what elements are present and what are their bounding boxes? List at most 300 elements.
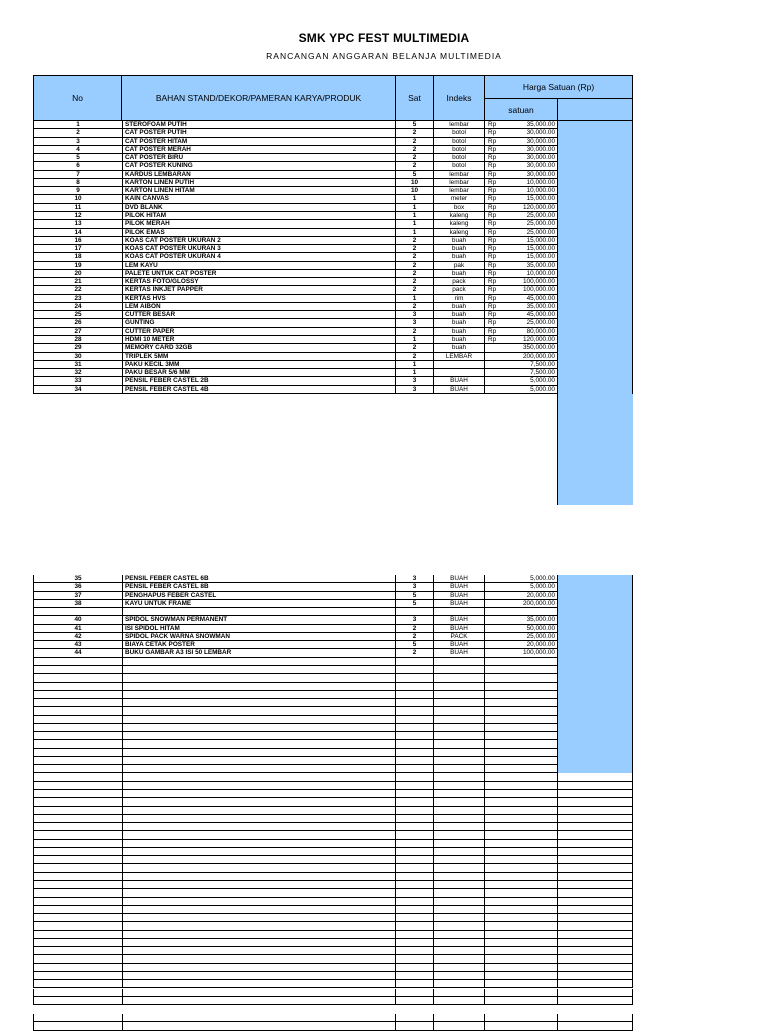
row-number: 14 (33, 229, 122, 237)
row-blank-cell (557, 121, 633, 129)
item-name (122, 1014, 395, 1022)
item-unit-price (484, 906, 557, 914)
item-unit (433, 782, 484, 790)
price-value: 35,000.00 (526, 261, 555, 269)
price-value: 15,000.00 (526, 236, 555, 244)
item-quantity: 3 (395, 311, 433, 319)
item-quantity (395, 749, 433, 757)
row-blank-cell (557, 641, 633, 649)
row-number (33, 914, 122, 922)
table-row (33, 344, 633, 352)
row-number: 43 (33, 641, 122, 649)
item-name (122, 955, 395, 963)
item-unit-price (484, 716, 557, 724)
row-blank-cell (557, 972, 633, 980)
item-quantity: 1 (395, 220, 433, 228)
row-blank-cell (557, 162, 633, 170)
currency-label: Rp (488, 162, 497, 170)
price-value: 35,000.00 (526, 616, 555, 624)
row-number (33, 980, 122, 988)
item-quantity: 1 (395, 336, 433, 344)
currency-label: Rp (488, 220, 497, 228)
row-blank-cell (557, 204, 633, 212)
price-value: 30,000.00 (526, 170, 555, 178)
row-number (33, 666, 122, 674)
item-name (122, 790, 395, 798)
item-name: MEMORY CARD 32GB (122, 344, 395, 352)
table-row (33, 856, 633, 864)
row-number: 36 (33, 583, 122, 591)
item-name: SPIDOL PACK WARNA SNOWMAN (122, 633, 395, 641)
item-quantity: 1 (395, 195, 433, 203)
row-number: 8 (33, 179, 122, 187)
table-row (33, 154, 633, 162)
budget-table-part-1 (33, 121, 633, 505)
item-quantity: 5 (395, 600, 433, 608)
item-quantity: 2 (395, 253, 433, 261)
table-row (33, 625, 633, 633)
row-blank-cell (557, 699, 633, 707)
item-unit: lembar (433, 171, 484, 179)
item-unit (433, 889, 484, 897)
table-row (33, 229, 633, 237)
table-row (33, 773, 633, 781)
row-number (33, 989, 122, 997)
item-unit-price (484, 171, 557, 179)
item-unit-price (484, 204, 557, 212)
table-row (33, 649, 633, 657)
item-unit-price (484, 253, 557, 261)
row-number (33, 674, 122, 682)
price-value: 25,000.00 (526, 211, 555, 219)
item-quantity (395, 815, 433, 823)
row-blank-cell (557, 914, 633, 922)
item-unit: buah (433, 245, 484, 253)
item-quantity (395, 955, 433, 963)
table-header (33, 75, 633, 121)
item-unit: lembar (433, 187, 484, 195)
item-unit: pack (433, 278, 484, 286)
price-value: 5,000.00 (530, 583, 555, 591)
item-unit-price (484, 972, 557, 980)
row-number: 41 (33, 625, 122, 633)
currency-label: Rp (488, 154, 497, 162)
item-name (122, 683, 395, 691)
item-name (122, 840, 395, 848)
item-unit-price (484, 683, 557, 691)
row-number (33, 864, 122, 872)
row-number (33, 658, 122, 666)
item-name (122, 864, 395, 872)
item-unit (433, 955, 484, 963)
row-number: 22 (33, 286, 122, 294)
price-value: 5,000.00 (530, 575, 555, 582)
item-unit-price (484, 344, 557, 352)
item-unit (433, 856, 484, 864)
currency-label: Rp (488, 137, 497, 145)
item-unit-price (484, 864, 557, 872)
item-unit (433, 898, 484, 906)
row-blank-cell (557, 245, 633, 253)
item-quantity: 2 (395, 649, 433, 657)
item-quantity: 10 (395, 179, 433, 187)
row-blank-cell (557, 815, 633, 823)
item-unit: buah (433, 311, 484, 319)
row-number: 12 (33, 212, 122, 220)
row-number: 1 (33, 121, 122, 129)
row-blank-cell (557, 707, 633, 715)
item-name (122, 823, 395, 831)
row-number: 13 (33, 220, 122, 228)
item-unit-price (484, 212, 557, 220)
item-quantity (395, 898, 433, 906)
currency-label: Rp (488, 178, 497, 186)
item-quantity: 5 (395, 592, 433, 600)
table-row (33, 121, 633, 129)
header-satuan: satuan (484, 98, 558, 121)
item-quantity (395, 823, 433, 831)
price-value: 30,000.00 (526, 145, 555, 153)
table-row (33, 889, 633, 897)
item-unit: PACK (433, 633, 484, 641)
item-unit (433, 972, 484, 980)
row-number (33, 790, 122, 798)
item-unit-price (484, 1014, 557, 1022)
item-quantity (395, 740, 433, 748)
item-unit: botol (433, 138, 484, 146)
row-number: 35 (33, 575, 122, 583)
row-number (33, 683, 122, 691)
row-number: 17 (33, 245, 122, 253)
row-number (33, 807, 122, 815)
row-blank-cell (557, 344, 633, 352)
row-blank-cell (557, 278, 633, 286)
table-row (33, 848, 633, 856)
currency-label: Rp (488, 327, 497, 335)
item-unit (433, 707, 484, 715)
row-blank-cell (557, 575, 633, 583)
item-unit-price (484, 815, 557, 823)
row-blank-cell (557, 129, 633, 137)
item-unit-price (484, 278, 557, 286)
item-name: PILOK EMAS (122, 229, 395, 237)
item-unit (433, 1014, 484, 1022)
row-number (33, 873, 122, 881)
row-blank-cell (557, 336, 633, 344)
item-name (122, 807, 395, 815)
row-blank-cell (557, 980, 633, 988)
item-name: LEM AIBON (122, 303, 395, 311)
item-name (122, 997, 395, 1005)
table-row (33, 914, 633, 922)
row-blank-cell (557, 600, 633, 608)
item-name: KOAS CAT POSTER UKURAN 3 (122, 245, 395, 253)
row-blank-cell (557, 947, 633, 955)
item-unit-price (484, 765, 557, 773)
item-unit (433, 740, 484, 748)
item-quantity: 2 (395, 154, 433, 162)
row-number: 20 (33, 270, 122, 278)
currency-label: Rp (488, 170, 497, 178)
price-value: 25,000.00 (526, 319, 555, 327)
item-unit: kaleng (433, 220, 484, 228)
row-number (33, 757, 122, 765)
currency-label: Rp (488, 294, 497, 302)
item-name (122, 906, 395, 914)
row-blank-cell (557, 807, 633, 815)
item-quantity (395, 674, 433, 682)
item-quantity: 2 (395, 633, 433, 641)
row-number (33, 939, 122, 947)
item-quantity: 2 (395, 344, 433, 352)
item-quantity (395, 864, 433, 872)
row-blank-cell (557, 179, 633, 187)
currency-label: Rp (488, 286, 497, 294)
price-value: 15,000.00 (526, 195, 555, 203)
item-unit-price (484, 129, 557, 137)
item-name: KARTON LINEN PUTIH (122, 179, 395, 187)
item-unit-price (484, 989, 557, 997)
price-value: 30,000.00 (526, 154, 555, 162)
table-row (33, 253, 633, 261)
table-row (33, 311, 633, 319)
row-number (33, 947, 122, 955)
row-number: 32 (33, 369, 122, 377)
table-row (33, 195, 633, 203)
row-number (33, 972, 122, 980)
item-name: BIAYA CETAK POSTER (122, 641, 395, 649)
table-row (33, 641, 633, 649)
item-unit: meter (433, 195, 484, 203)
row-blank-cell (557, 270, 633, 278)
item-unit (433, 757, 484, 765)
item-name (122, 666, 395, 674)
price-value: 15,000.00 (526, 253, 555, 261)
item-name: DVD BLANK (122, 204, 395, 212)
item-name (122, 856, 395, 864)
item-unit (433, 749, 484, 757)
document-subtitle: RANCANGAN ANGGARAN BELANJA MULTIMEDIA (266, 51, 502, 61)
table-row (33, 724, 633, 732)
row-number (33, 964, 122, 972)
header-item-name: BAHAN STAND/DEKOR/PAMERAN KARYA/PRODUK (121, 75, 396, 121)
row-blank-cell (557, 328, 633, 336)
row-blank-cell (557, 906, 633, 914)
row-blank-cell (557, 666, 633, 674)
item-name: CUTTER PAPER (122, 328, 395, 336)
item-name: LEM KAYU (122, 262, 395, 270)
item-unit (433, 790, 484, 798)
item-unit: pack (433, 286, 484, 294)
item-name (122, 914, 395, 922)
item-name: KAYU UNTUK FRAME (122, 600, 395, 608)
item-quantity: 2 (395, 625, 433, 633)
item-unit (433, 724, 484, 732)
row-number: 5 (33, 154, 122, 162)
item-quantity (395, 914, 433, 922)
item-unit-price (484, 997, 557, 1005)
item-unit: BUAH (433, 625, 484, 633)
table-row (33, 955, 633, 963)
item-unit-price (484, 740, 557, 748)
item-unit-price (484, 898, 557, 906)
row-number: 29 (33, 344, 122, 352)
item-unit-price (484, 641, 557, 649)
item-unit-price (484, 245, 557, 253)
item-unit-price (484, 328, 557, 336)
item-unit (433, 798, 484, 806)
item-unit-price (484, 295, 557, 303)
item-name: BUKU GAMBAR A3 ISI 50 LEMBAR (122, 649, 395, 657)
row-number: 18 (33, 253, 122, 261)
table-row (33, 303, 633, 311)
row-blank-cell (557, 187, 633, 195)
item-unit-price (484, 154, 557, 162)
currency-label: Rp (488, 121, 497, 128)
table-row (33, 319, 633, 327)
row-number: 25 (33, 311, 122, 319)
item-quantity (395, 782, 433, 790)
row-blank-cell (557, 856, 633, 864)
item-quantity: 2 (395, 129, 433, 137)
currency-label: Rp (488, 187, 497, 195)
row-number (33, 831, 122, 839)
row-number: 9 (33, 187, 122, 195)
price-value: 7,500.00 (530, 360, 555, 368)
table-row (33, 600, 633, 608)
row-blank-cell (557, 873, 633, 881)
table-row (33, 831, 633, 839)
item-name: KARDUS LEMBARAN (122, 171, 395, 179)
row-number: 19 (33, 262, 122, 270)
table-row (33, 377, 633, 385)
item-unit: buah (433, 328, 484, 336)
table-row (33, 336, 633, 344)
item-name (122, 608, 395, 616)
item-name (122, 931, 395, 939)
item-quantity: 1 (395, 212, 433, 220)
item-unit (433, 873, 484, 881)
item-unit: BUAH (433, 575, 484, 583)
item-unit-price (484, 699, 557, 707)
table-row (33, 212, 633, 220)
row-number: 37 (33, 592, 122, 600)
table-row (33, 881, 633, 889)
currency-label: Rp (488, 145, 497, 153)
row-blank-cell (557, 724, 633, 732)
table-row (33, 608, 633, 616)
item-quantity (395, 972, 433, 980)
item-unit-price (484, 724, 557, 732)
item-name (122, 873, 395, 881)
item-quantity: 1 (395, 204, 433, 212)
row-number: 38 (33, 600, 122, 608)
item-unit-price (484, 220, 557, 228)
item-quantity (395, 922, 433, 930)
item-unit: LEMBAR (433, 353, 484, 361)
item-name (122, 773, 395, 781)
item-unit-price (484, 757, 557, 765)
table-row (33, 129, 633, 137)
item-unit (433, 989, 484, 997)
item-name: CAT POSTER KUNING (122, 162, 395, 170)
row-blank-cell (557, 138, 633, 146)
item-unit-price (484, 138, 557, 146)
item-name (122, 691, 395, 699)
item-quantity: 3 (395, 319, 433, 327)
item-unit-price (484, 195, 557, 203)
row-number (33, 608, 122, 616)
row-number (33, 922, 122, 930)
header-blank-column (557, 98, 633, 121)
row-blank-cell (557, 616, 633, 624)
price-value: 35,000.00 (526, 121, 555, 128)
budget-table-part-2 (33, 575, 633, 1005)
table-row (33, 815, 633, 823)
item-name: PAKU KECIL 3MM (122, 361, 395, 369)
item-unit (433, 608, 484, 616)
row-blank-cell (557, 377, 633, 385)
table-row (33, 204, 633, 212)
item-unit-price (484, 262, 557, 270)
item-quantity (395, 666, 433, 674)
currency-label: Rp (488, 253, 497, 261)
document-title: SMK YPC FEST MULTIMEDIA (298, 31, 470, 45)
price-value: 20,000.00 (526, 641, 555, 649)
item-quantity: 2 (395, 237, 433, 245)
item-unit-price (484, 616, 557, 624)
item-unit (433, 732, 484, 740)
item-name: CAT POSTER BIRU (122, 154, 395, 162)
table-row (33, 592, 633, 600)
currency-label: Rp (488, 319, 497, 327)
row-blank-cell (557, 782, 633, 790)
item-name: CAT POSTER HITAM (122, 138, 395, 146)
table-row (33, 931, 633, 939)
item-quantity (395, 840, 433, 848)
row-number: 11 (33, 204, 122, 212)
item-quantity (395, 716, 433, 724)
table-row (33, 616, 633, 624)
item-unit-price (484, 658, 557, 666)
currency-label: Rp (488, 129, 497, 137)
item-quantity (395, 889, 433, 897)
item-quantity: 2 (395, 270, 433, 278)
item-unit (433, 683, 484, 691)
item-name: CAT POSTER PUTIH (122, 129, 395, 137)
item-quantity (395, 707, 433, 715)
row-number: 40 (33, 616, 122, 624)
table-row (33, 683, 633, 691)
row-number (33, 749, 122, 757)
item-quantity: 3 (395, 377, 433, 385)
table-row (33, 328, 633, 336)
row-number: 16 (33, 237, 122, 245)
currency-label: Rp (488, 228, 497, 236)
row-blank-cell (557, 798, 633, 806)
table-row (33, 633, 633, 641)
item-name: PAKU BESAR 5/6 MM (122, 369, 395, 377)
row-blank-cell (557, 146, 633, 154)
table-row (33, 179, 633, 187)
row-blank-cell (557, 237, 633, 245)
item-quantity (395, 757, 433, 765)
row-number: 23 (33, 295, 122, 303)
item-quantity: 2 (395, 138, 433, 146)
item-unit: buah (433, 319, 484, 327)
table-row (33, 146, 633, 154)
item-name (122, 732, 395, 740)
